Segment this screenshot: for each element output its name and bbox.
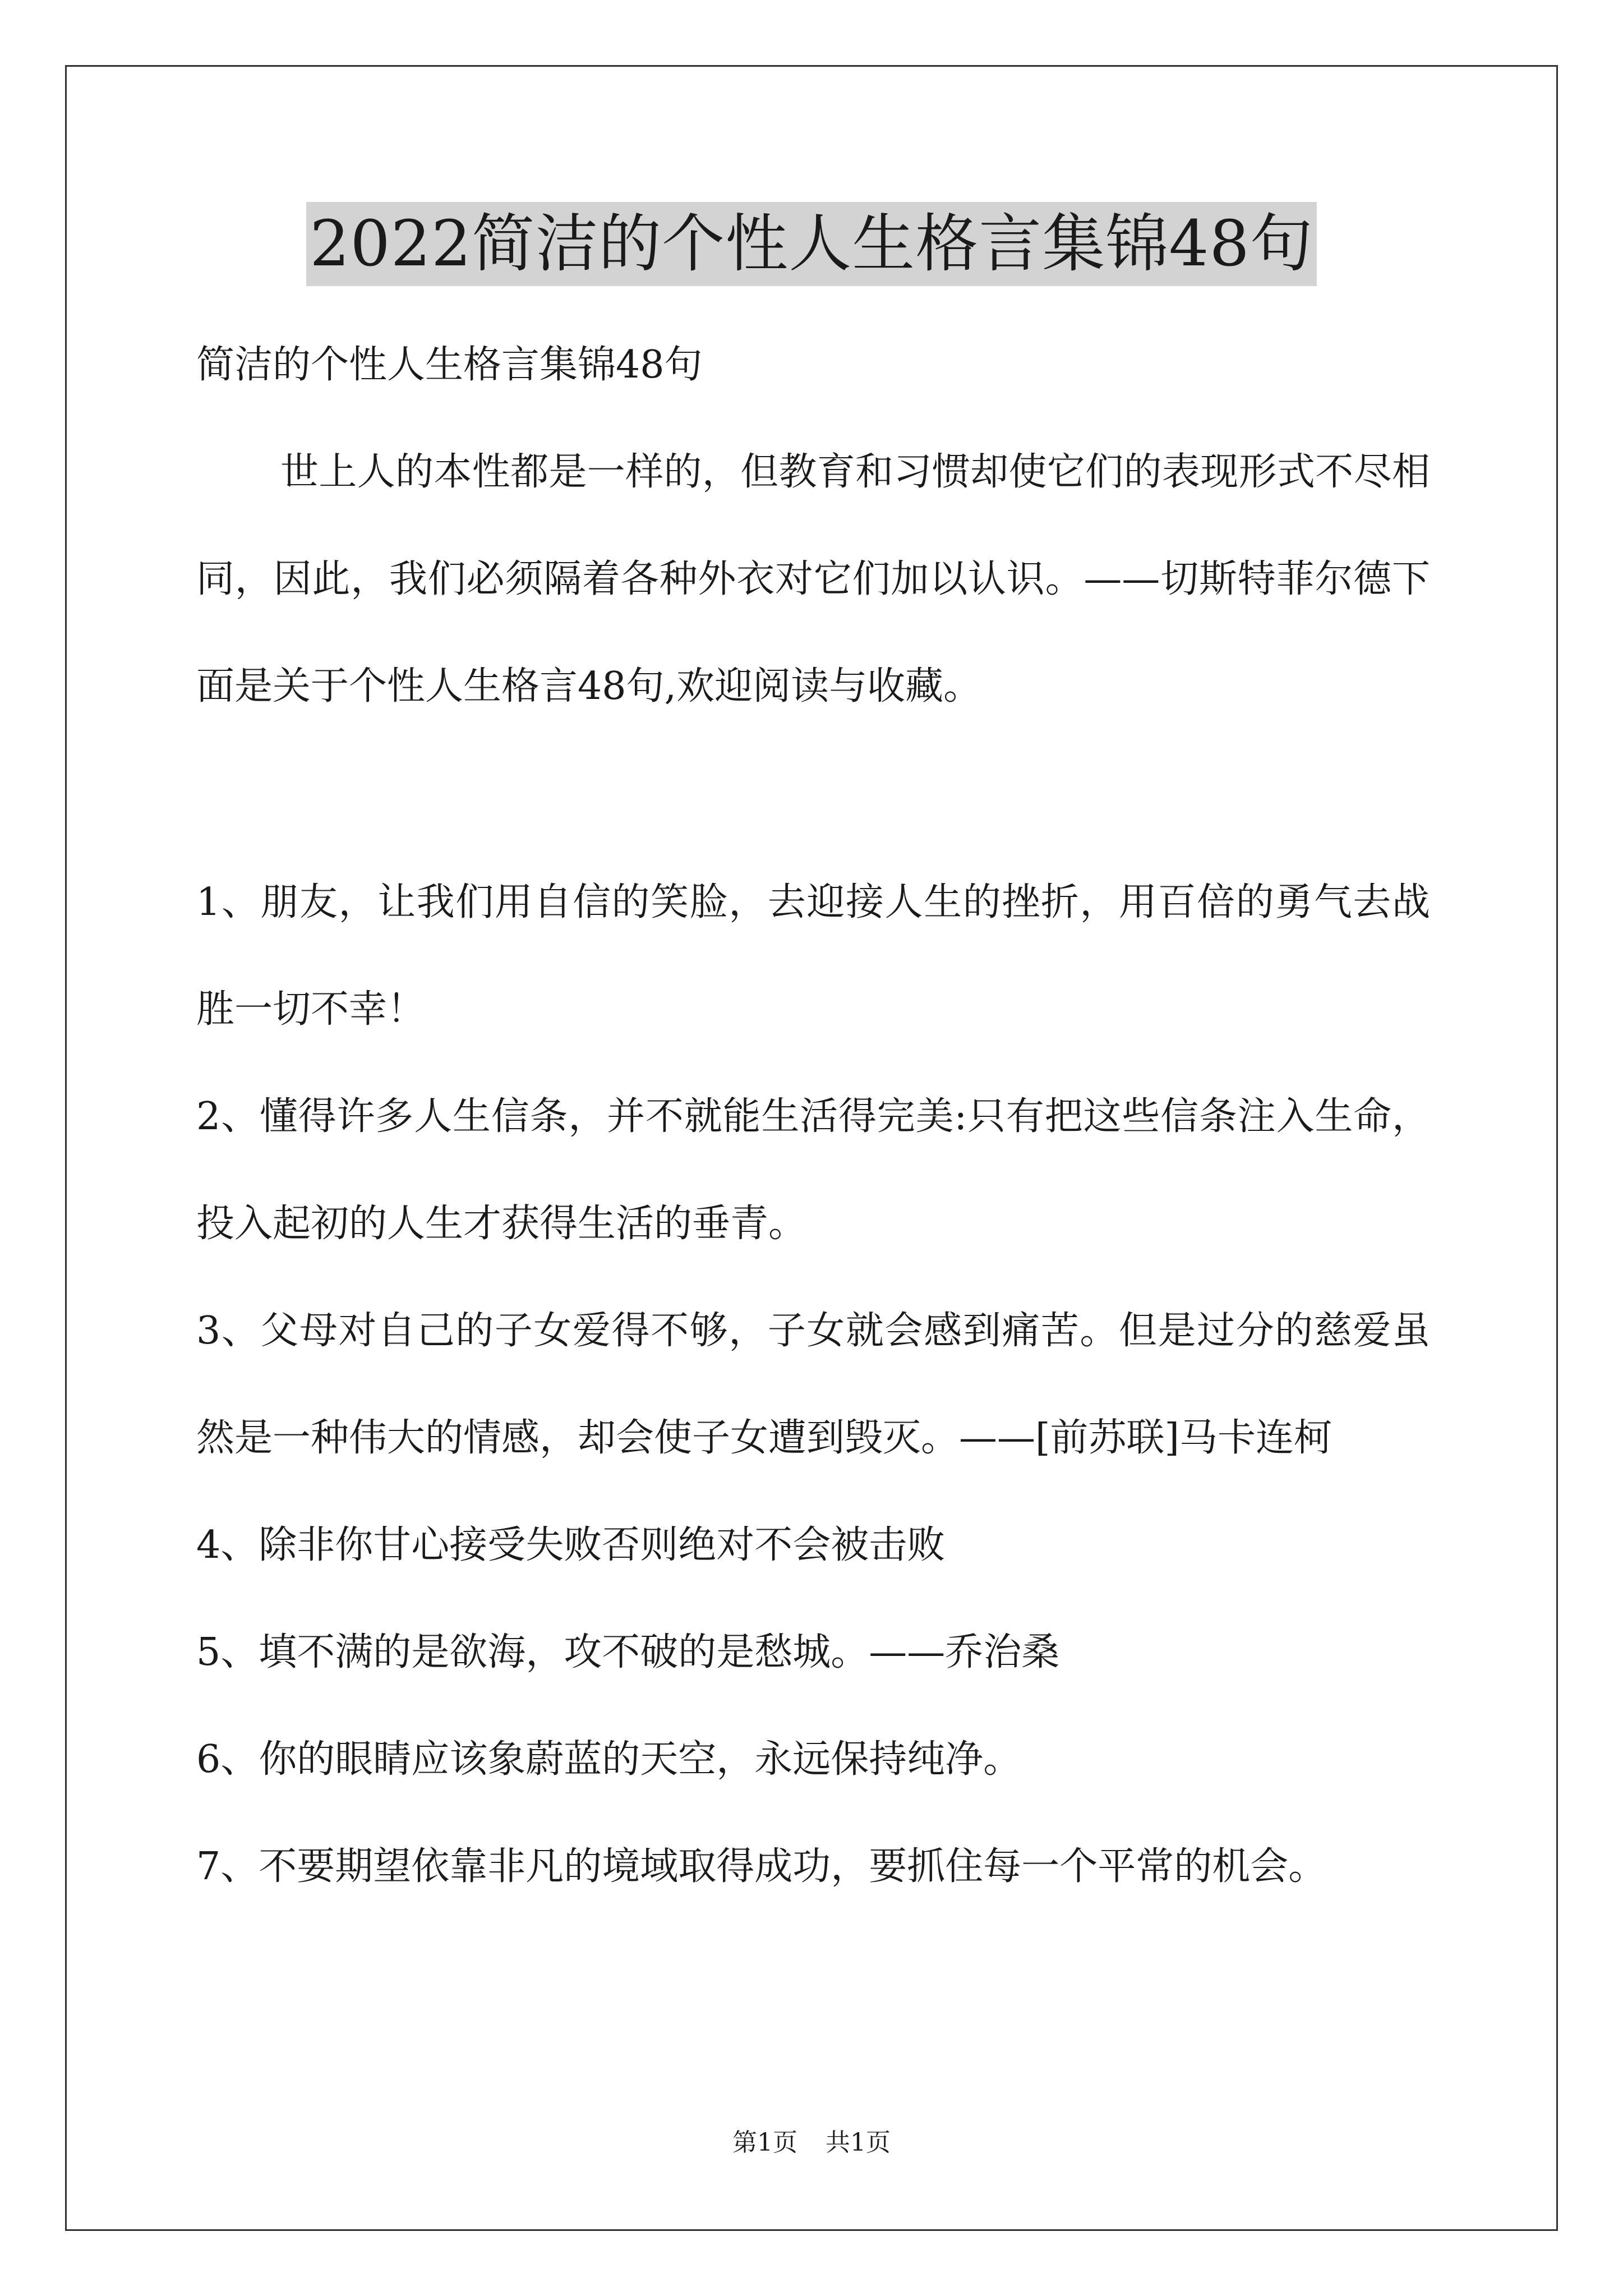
list-item: 6、你的眼睛应该象蔚蓝的天空，永远保持纯净。	[196, 1737, 1022, 1782]
list-item: 3、父母对自己的子女爱得不够，子女就会感到痛苦。但是过分的慈爱虽然是一种伟大的情感，却会使子女遭到毁灭。——[前苏联]马卡连柯	[196, 1309, 1430, 1460]
list-item: 1、朋友，让我们用自信的笑脸，去迎接人生的挫折，用百倍的勇气去战胜一切不幸！	[196, 880, 1430, 1032]
intro-paragraph: 世上人的本性都是一样的，但教育和习惯却使它们的表现形式不尽相同，因此，我们必须隔着各种外衣对它们加以认识。——切斯特菲尔德下面是关于个性人生格言48句,欢迎阅读与收藏。	[196, 450, 1430, 708]
paragraph-spacer	[196, 740, 1430, 849]
page-number: 第1页	[732, 2128, 797, 2157]
list-item: 7、不要期望依靠非凡的境域取得成功，要抓住每一个平常的机会。	[196, 1844, 1327, 1889]
document-title: 2022简洁的个性人生格言集锦48句	[306, 202, 1317, 286]
list-item: 4、除非你甘心接受失败否则绝对不会被击败	[196, 1523, 946, 1567]
page-total: 共1页	[826, 2128, 891, 2157]
list-item: 2、懂得许多人生信条，并不就能生活得完美:只有把这些信条注入生命，投入起初的人生才获得生活的垂青。	[196, 1094, 1430, 1246]
document-subtitle: 简洁的个性人生格言集锦48句	[196, 343, 703, 387]
page-footer	[0, 2126, 1623, 2160]
list-item: 5、填不满的是欲海，攻不破的是愁城。——乔治桑	[196, 1630, 1060, 1674]
title-container	[0, 202, 1623, 286]
document-body	[196, 311, 1430, 1920]
